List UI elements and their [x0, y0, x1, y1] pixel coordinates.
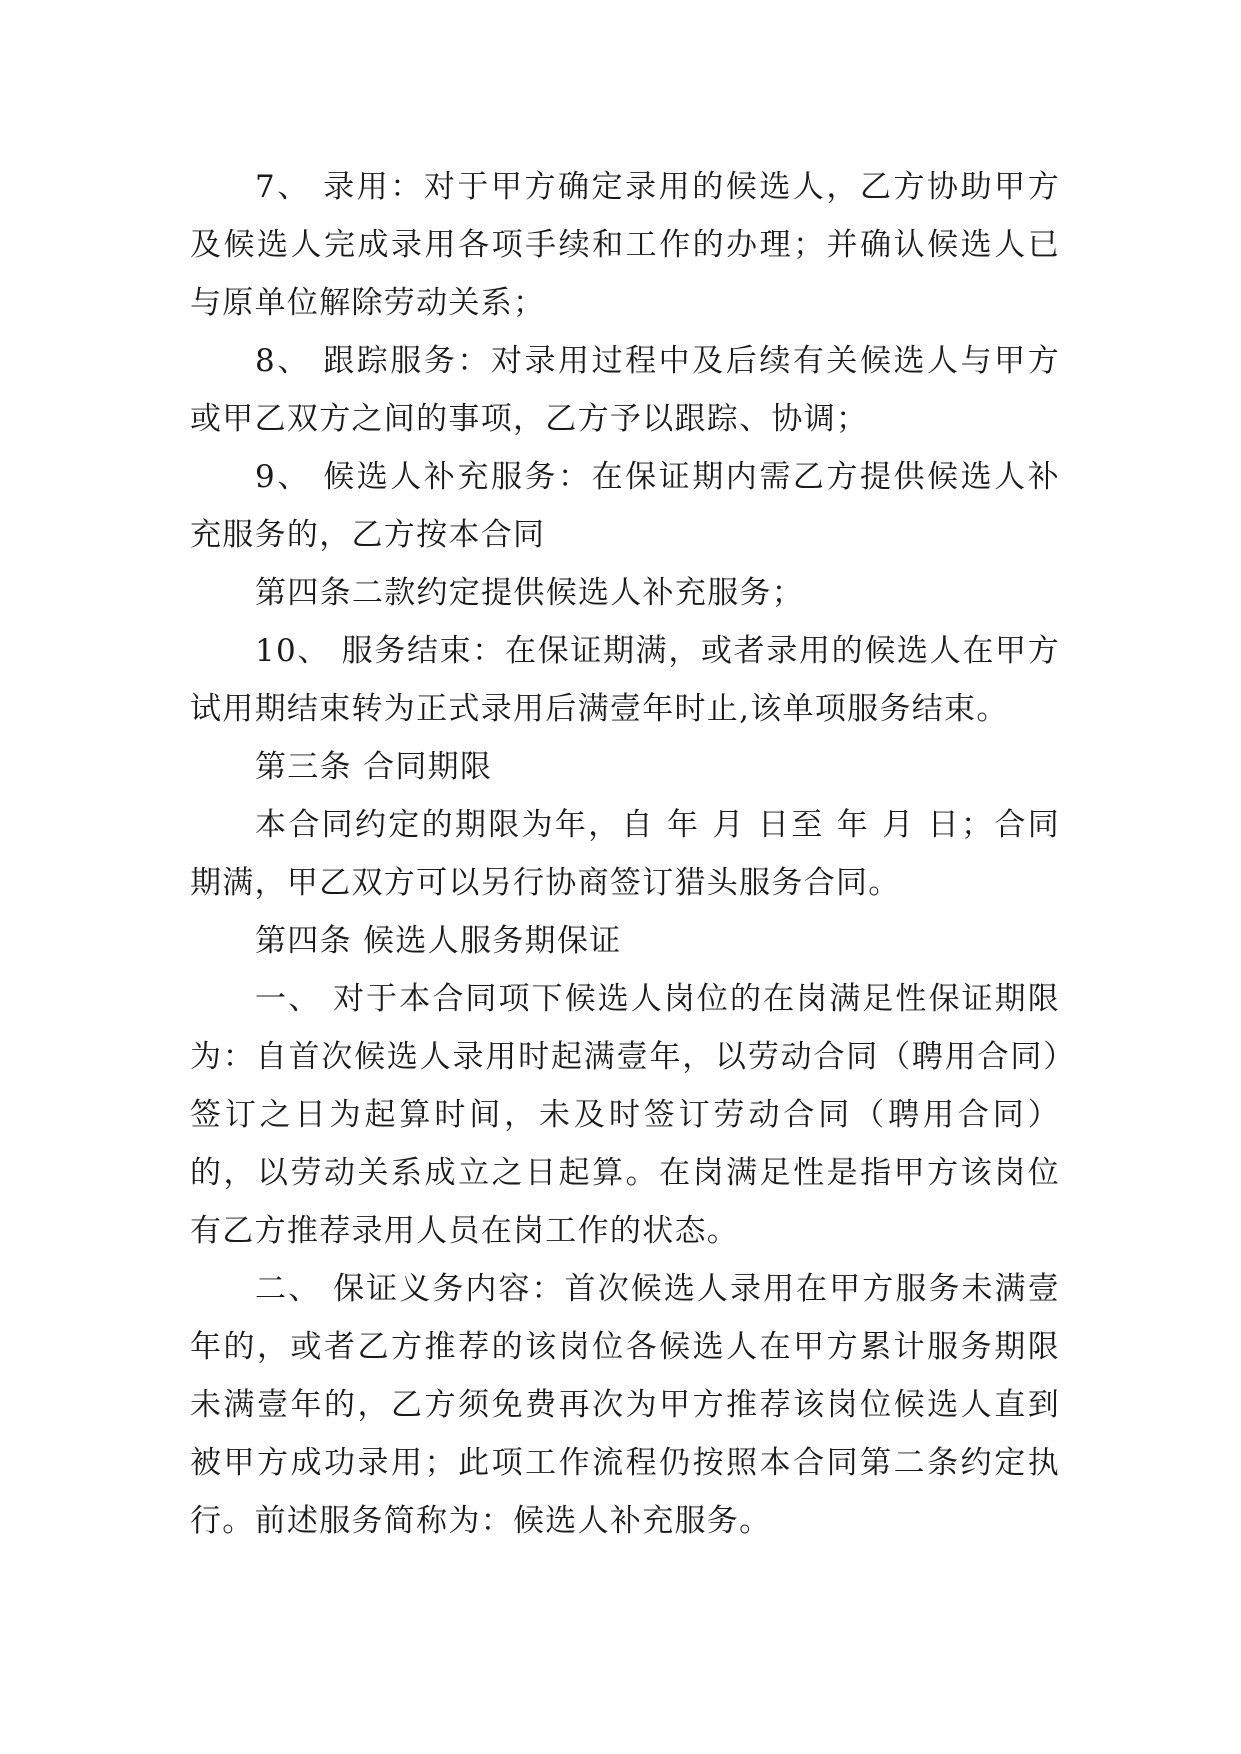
article-3-term: 本合同约定的期限为年，自 年 月 日至 年 月 日；合同期满，甲乙双方可以另行协商签订猎头服务合同。: [190, 807, 1060, 901]
clause-7-hiring: 7、 录用：对于甲方确定录用的候选人，乙方协助甲方及候选人完成录用各项手续和工作的办理；并确认候选人已与原单位解除劳动关系；: [190, 169, 1060, 321]
clause-10-end: 10、 服务结束：在保证期满，或者录用的候选人在甲方试用期结束转为正式录用后满壹年时止,该单项服务结束。: [190, 633, 1060, 727]
article-4-item-2: 二、 保证义务内容：首次候选人录用在甲方服务未满壹年的，或者乙方推荐的该岗位各候选人在甲方累计服务期限未满壹年的，乙方须免费再次为甲方推荐该岗位候选人直到被甲方成功录用；此项工作流程仍按照本合同第二条约定执行。前述服务简称为：候选人补充服务。: [190, 1271, 1060, 1539]
clause-9-supplement-cont: 第四条二款约定提供候选人补充服务；: [255, 575, 805, 611]
clause-9-supplement: 9、 候选人补充服务：在保证期内需乙方提供候选人补充服务的，乙方按本合同: [190, 459, 1060, 553]
article-3-heading: 第三条 合同期限: [255, 749, 493, 785]
document-page: [190, 158, 1060, 1550]
article-4-heading: 第四条 候选人服务期保证: [255, 923, 622, 959]
clause-8-tracking: 8、 跟踪服务：对录用过程中及后续有关候选人与甲方或甲乙双方之间的事项，乙方予以跟踪、协调；: [190, 343, 1060, 437]
article-4-item-1: 一、 对于本合同项下候选人岗位的在岗满足性保证期限为：自首次候选人录用时起满壹年，以劳动合同（聘用合同）签订之日为起算时间，未及时签订劳动合同（聘用合同）的，以劳动关系成立之日起算。在岗满足性是指甲方该岗位有乙方推荐录用人员在岗工作的状态。: [190, 981, 1060, 1249]
